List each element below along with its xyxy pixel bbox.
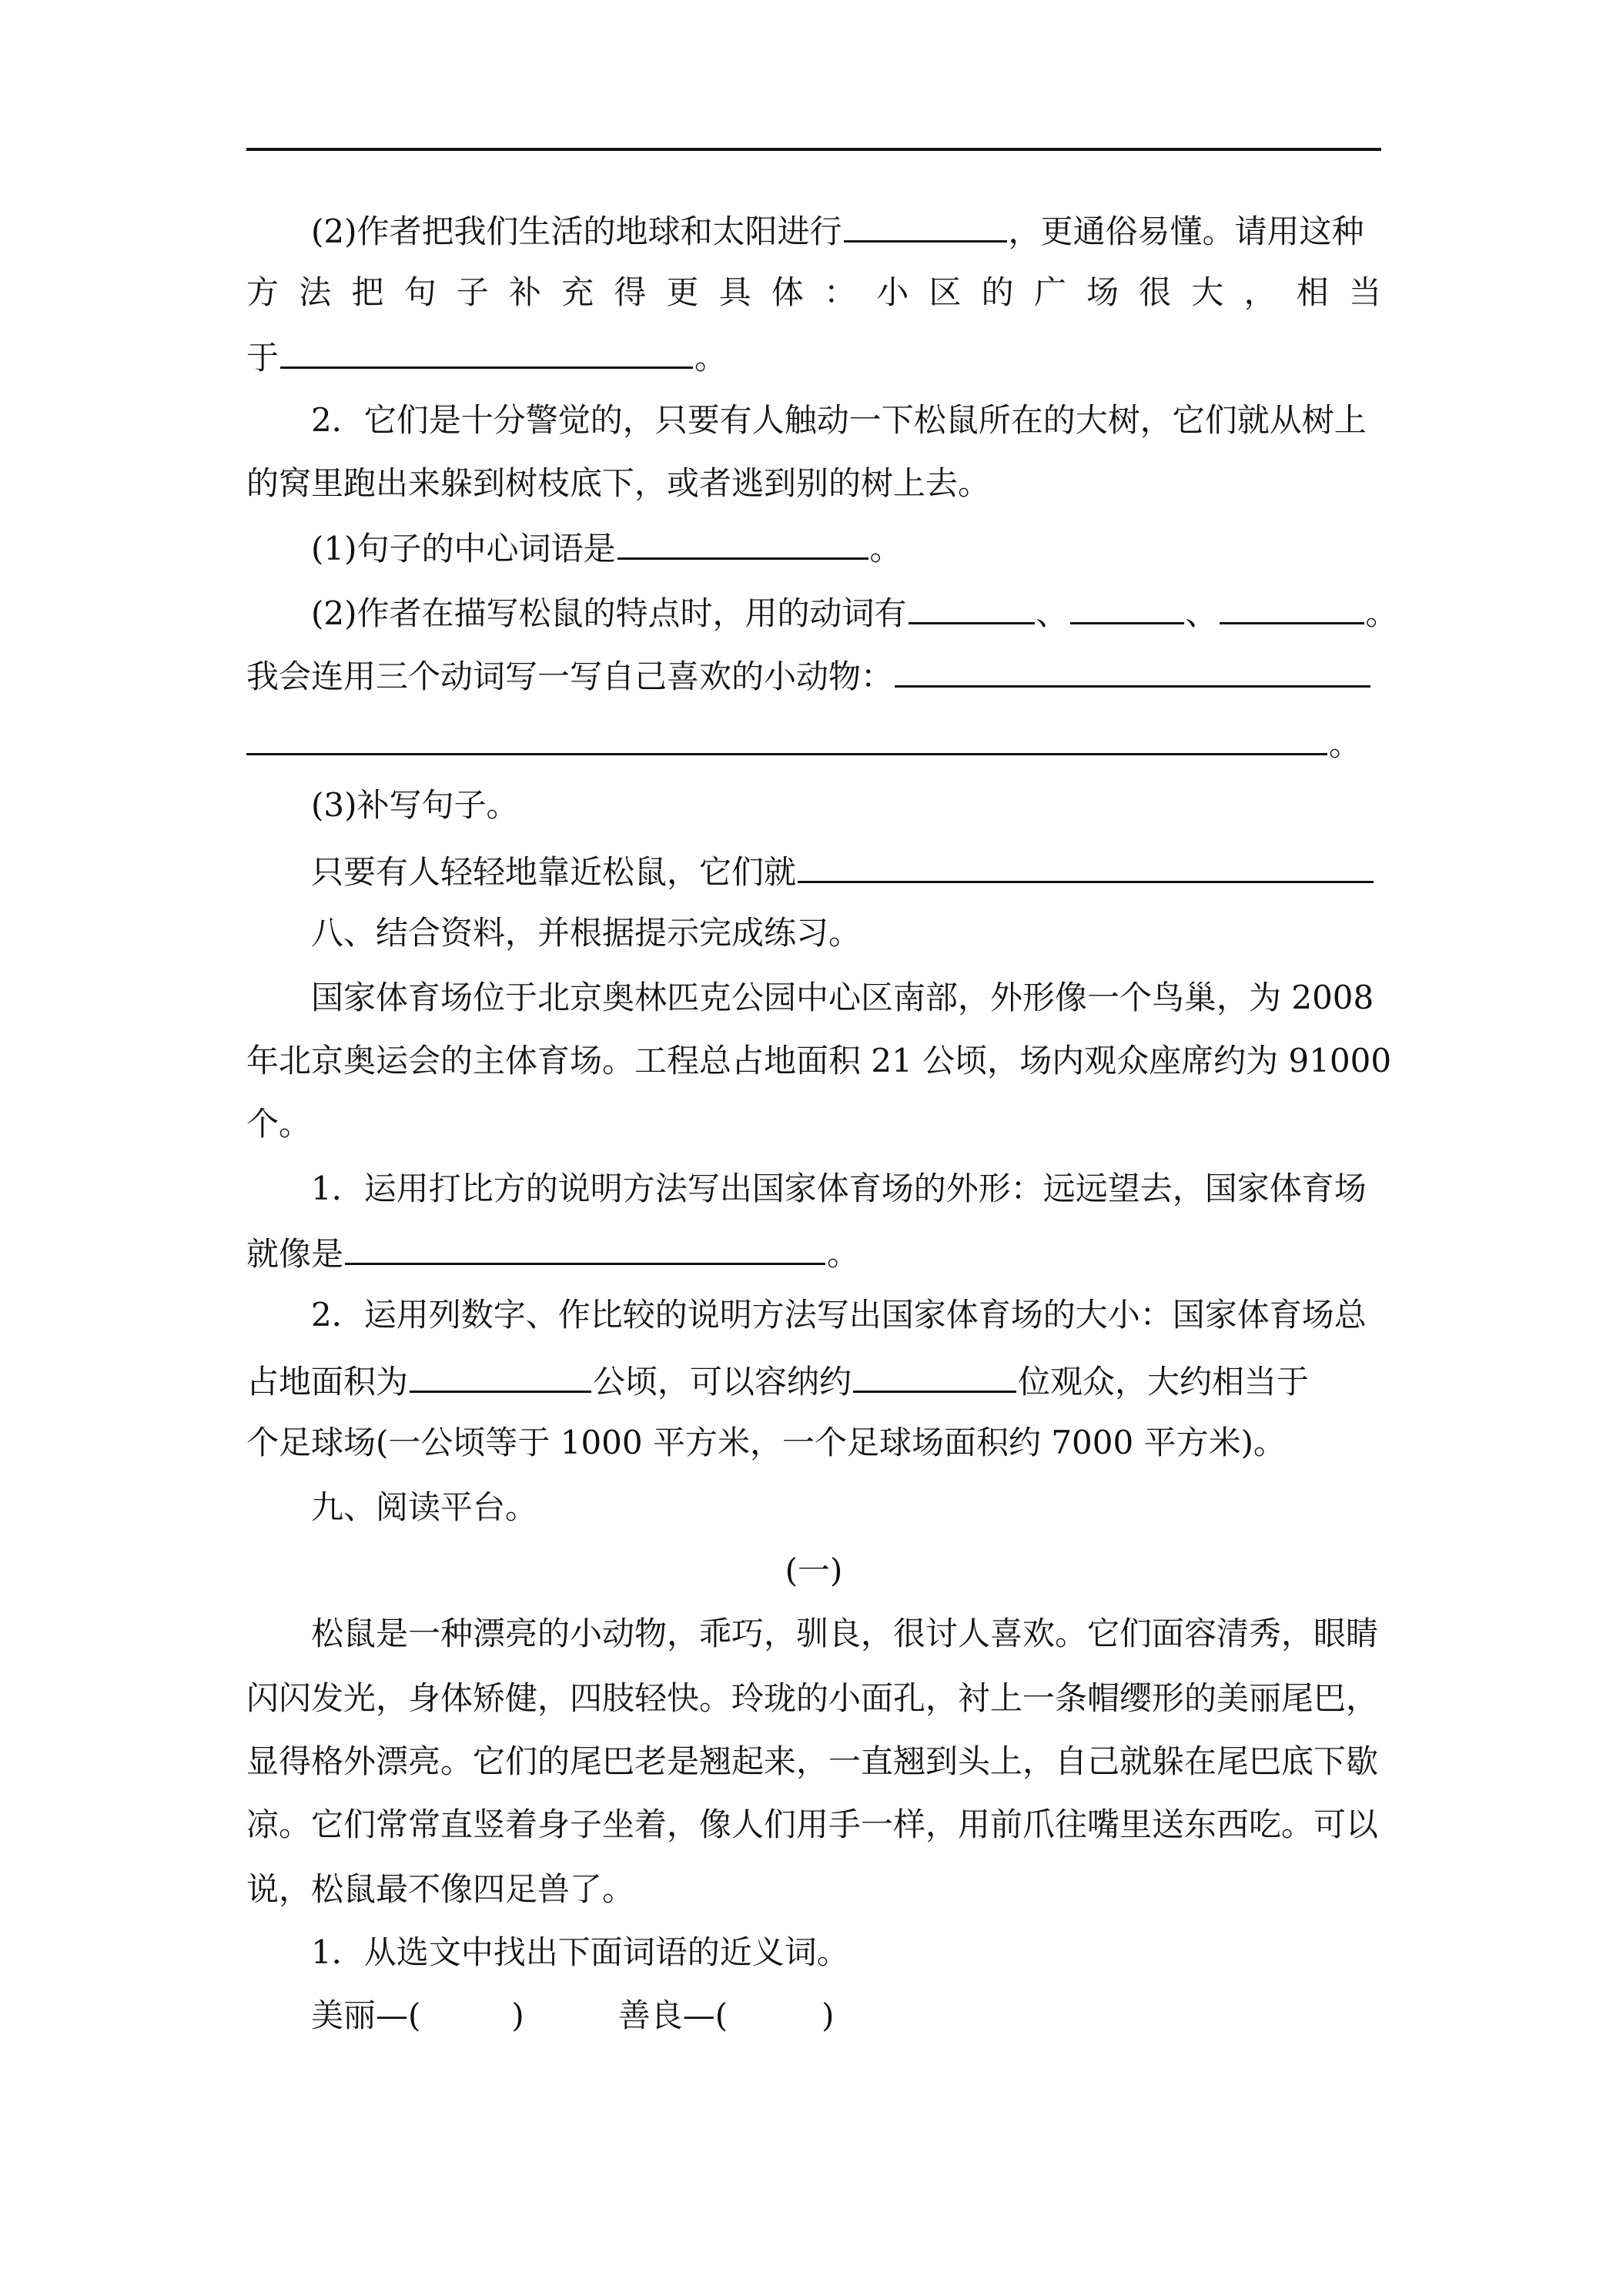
q7-s2-q3-text: 只要有人轻轻地靠近松鼠，它们就 <box>311 853 797 891</box>
q7-2-line2-char: 句 <box>403 273 437 311</box>
q9-word2-label: 善良—( <box>617 1996 728 2034</box>
q7-2-line2-char: 具 <box>718 273 751 311</box>
q8-para-2: 年北京奥运会的主体育场。工程总占地面积 21 公顷，场内观众座席约为 91000 <box>246 1042 1392 1079</box>
q7-s2-q2-text: (2)作者在描写松鼠的特点时，用的动词有 <box>311 594 907 632</box>
q7-2-text-c: 于 <box>246 339 279 377</box>
q7-s2-q2-sep1: 、 <box>1036 594 1069 632</box>
header-rule <box>246 148 1381 151</box>
q7-2-line2-char: ： <box>824 273 857 311</box>
q7-s2-q2-line2 <box>246 651 1381 698</box>
q7-2-text-b: ，更通俗易懂。请用这种 <box>1008 213 1364 250</box>
q9-synonyms <box>246 1993 1381 2039</box>
q7-2-line2-char: 方 <box>246 273 279 311</box>
q7-2-blank-fill[interactable] <box>280 333 693 369</box>
q7-s2-q1 <box>246 524 1381 570</box>
q9-title: 九、阅读平台。 <box>311 1488 538 1526</box>
q7-2-line2-char: 当 <box>1348 273 1381 311</box>
q8-title: 八、结合资料，并根据提示完成练习。 <box>311 914 862 952</box>
q7-2-line2-char: 的 <box>981 273 1014 311</box>
q7-2-line2-char: 补 <box>508 273 541 311</box>
q7-s2-line1: 2．它们是十分警觉的，只要有人触动一下松鼠所在的大树，它们就从树上 <box>311 401 1367 439</box>
q7-2-line2-char: 广 <box>1033 273 1066 311</box>
q8-item1-line1: 1．运用打比方的说明方法写出国家体育场的外形：远远望去，国家体育场 <box>311 1170 1367 1207</box>
q7-2-line2-char: 得 <box>614 273 647 311</box>
q7-2-line2-char: 把 <box>351 273 384 311</box>
q7-s2-q2-blank3[interactable] <box>1220 588 1364 624</box>
q8-item2-text-a: 占地面积为 <box>246 1363 409 1401</box>
q8-item1-end: 。 <box>827 1235 860 1273</box>
q7-2-text-d: 。 <box>694 339 728 377</box>
q7-2-line2-char: 体 <box>771 273 804 311</box>
q7-2-blank-method[interactable] <box>844 206 1007 243</box>
q7-s2-q1-blank[interactable] <box>617 524 868 560</box>
q8-item2-text-b: 公顷，可以容纳约 <box>593 1363 852 1401</box>
q7-s2-q2 <box>246 588 1398 634</box>
q7-2-line2-char: 大 <box>1191 273 1224 311</box>
q7-2-line2-char: 法 <box>299 273 332 311</box>
q8-item1-blank[interactable] <box>345 1229 825 1265</box>
q9-text-line5: 说，松鼠最不像四足兽了。 <box>246 1870 635 1908</box>
q7-2-line2 <box>246 269 1381 316</box>
q7-s2-q3: (3)补写句子。 <box>311 786 519 824</box>
q7-2-line2-char: 充 <box>561 273 594 311</box>
q9-item1: 1．从选文中找出下面词语的近义词。 <box>311 1933 849 1971</box>
q7-2-line1 <box>246 206 1381 253</box>
q8-item2-blank-audience[interactable] <box>853 1357 1016 1393</box>
q7-2-line2-char: 小 <box>876 273 909 311</box>
q7-2-line2-char: 区 <box>929 273 962 311</box>
q8-para-3: 个。 <box>246 1105 312 1143</box>
q8-item2-line3: 个足球场(一公顷等于 1000 平方米，一个足球场面积约 7000 平方米)。 <box>246 1424 1286 1461</box>
q9-text-line4: 凉。它们常常直竖着身子坐着，像人们用手一样，用前爪往嘴里送东西吃。可以 <box>246 1806 1379 1843</box>
q7-s2-q2-blank2[interactable] <box>1070 588 1184 624</box>
q7-s2-q2-line3 <box>246 719 1381 765</box>
q7-2-line2-char: 子 <box>456 273 489 311</box>
q7-s2-q2-end: 。 <box>1365 594 1398 632</box>
q8-item2-blank-area[interactable] <box>410 1357 591 1393</box>
q7-s2-q2-sep2: 、 <box>1185 594 1218 632</box>
q7-2-line2-char: 相 <box>1296 273 1329 311</box>
q9-text-line1: 松鼠是一种漂亮的小动物，乖巧，驯良，很讨人喜欢。它们面容清秀，眼睛 <box>311 1615 1379 1652</box>
q7-2-line3 <box>246 333 1381 379</box>
q9-word1-close: ) <box>511 1996 524 2034</box>
q7-s2-q3-blank[interactable] <box>798 847 1374 883</box>
q8-item2-line1: 2．运用列数字、作比较的说明方法写出国家体育场的大小：国家体育场总 <box>311 1296 1367 1334</box>
q7-s2-line2: 的窝里跑出来躲到树枝底下，或者逃到别的树上去。 <box>246 464 991 502</box>
q7-s2-q2-blank1[interactable] <box>909 588 1035 624</box>
q7-2-text-a: (2)作者把我们生活的地球和太阳进行 <box>311 213 842 250</box>
q9-text-line3: 显得格外漂亮。它们的尾巴老是翘起来，一直翘到头上，自己就躲在尾巴底下歇 <box>246 1742 1379 1780</box>
q7-s2-q1-end: 。 <box>869 530 902 567</box>
q7-2-line2-char: 更 <box>666 273 699 311</box>
q8-item2-text-c: 位观众，大约相当于 <box>1018 1363 1310 1401</box>
q7-2-line2-char: 场 <box>1086 273 1119 311</box>
q7-s2-q2-end2: 。 <box>1329 725 1362 763</box>
q8-item1-text: 就像是 <box>246 1235 344 1273</box>
q9-word2-close: ) <box>822 1996 835 2034</box>
q7-2-line2-char: ， <box>1243 273 1277 311</box>
q7-s2-q2-blank-write2[interactable] <box>246 719 1327 755</box>
q8-item2-line2 <box>246 1357 1381 1403</box>
q9-subtitle: (一) <box>785 1551 843 1589</box>
q7-s2-q2-blank-write1[interactable] <box>895 651 1370 688</box>
q9-text-line2: 闪闪发光，身体矫健，四肢轻快。玲珑的小面孔，衬上一条帽缨形的美丽尾巴， <box>246 1679 1379 1717</box>
q7-s2-q3-line <box>246 847 1381 893</box>
q9-word1-label: 美丽—( <box>311 1996 421 2034</box>
q8-para-1: 国家体育场位于北京奥林匹克公园中心区南部，外形像一个鸟巢，为 2008 <box>311 979 1374 1016</box>
q7-s2-q1-text: (1)句子的中心词语是 <box>311 530 616 567</box>
q8-item1-line2 <box>246 1229 1381 1275</box>
q7-s2-q2-prompt: 我会连用三个动词写一写自己喜欢的小动物： <box>246 658 894 695</box>
q7-2-line2-char: 很 <box>1139 273 1172 311</box>
